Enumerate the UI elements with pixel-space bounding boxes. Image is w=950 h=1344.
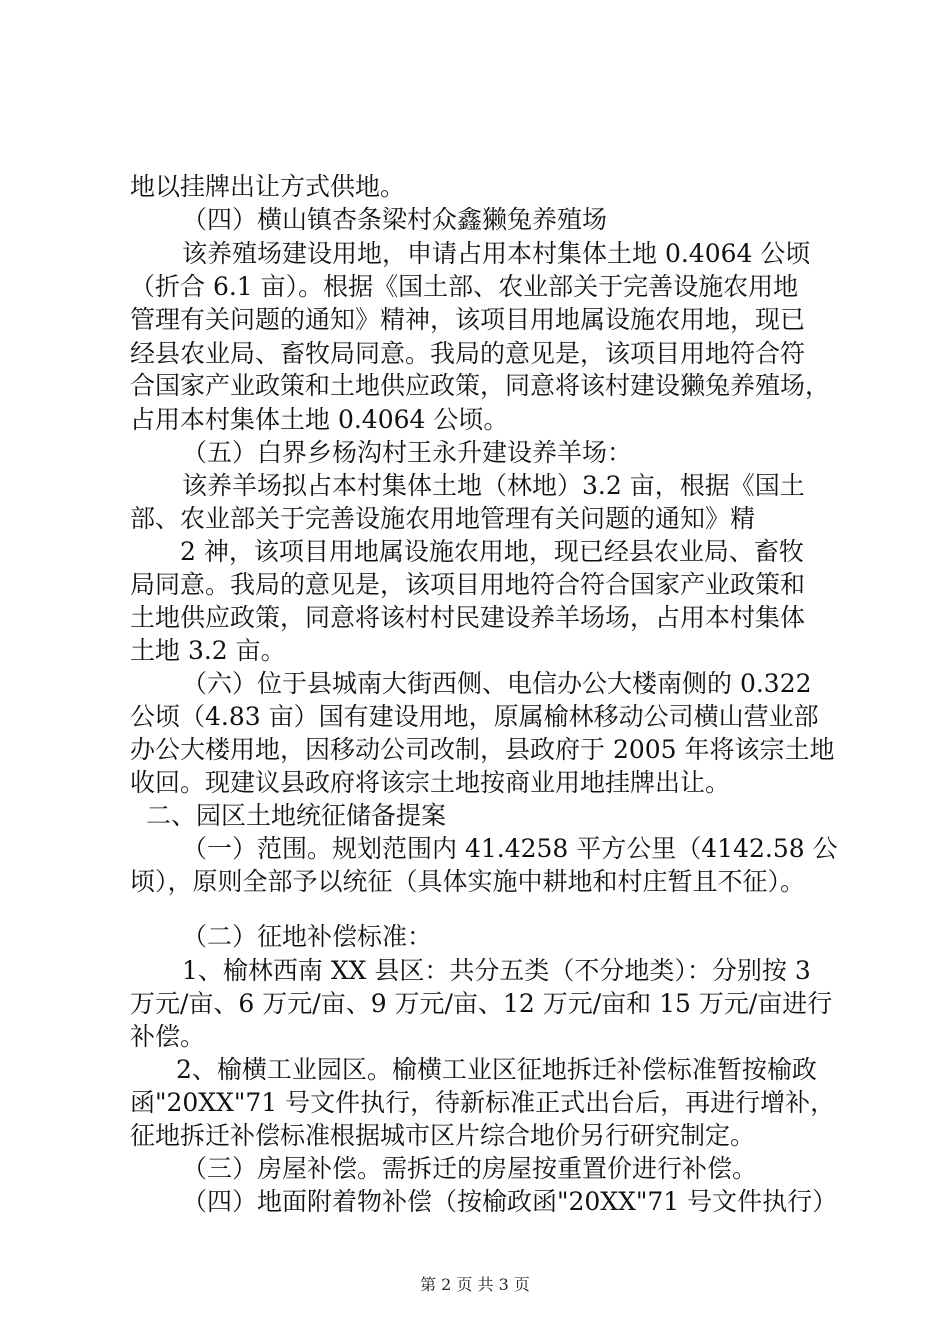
- text-line: 函"20XX"71 号文件执行，待新标准正式出台后，再进行增补，: [130, 1088, 836, 1117]
- text-line: 该养羊场拟占本村集体土地（林地）3.2 亩，根据《国土: [182, 471, 805, 500]
- text-line: 土地 3.2 亩。: [130, 636, 286, 665]
- text-line: 办公大楼用地，因移动公司改制，县政府于 2005 年将该宗土地: [130, 735, 835, 764]
- text-line: 补偿。: [130, 1022, 206, 1051]
- section-heading: （六）位于县城南大街西侧、电信办公大楼南侧的 0.322: [182, 669, 812, 698]
- text-line: 1、榆林西南 XX 县区：共分五类（不分地类）：分别按 3: [182, 956, 811, 985]
- page-number: 第 2 页 共 3 页: [420, 1275, 530, 1294]
- section-heading: （三）房屋补偿。需拆迁的房屋按重置价进行补偿。: [182, 1154, 758, 1183]
- text-line: 局同意。我局的意见是，该项目用地符合符合国家产业政策和: [130, 570, 806, 599]
- text-line: 2、榆横工业园区。榆横工业区征地拆迁补偿标准暂按榆政: [176, 1055, 817, 1084]
- text-line: 土地供应政策，同意将该村村民建设养羊场场，占用本村集体: [130, 603, 806, 632]
- text-line: 公顷（4.83 亩）国有建设用地，原属榆林移动公司横山营业部: [130, 702, 819, 731]
- text-line: （折合 6.1 亩）。根据《国土部、农业部关于完善设施农用地: [130, 272, 799, 301]
- text-line: 顷），原则全部予以统征（具体实施中耕地和村庄暂且不征）。: [130, 867, 806, 896]
- text-line: 经县农业局、畜牧局同意。我局的意见是，该项目用地符合符: [130, 339, 806, 368]
- section-heading: （二）征地补偿标准：: [182, 922, 433, 951]
- text-line: 合国家产业政策和土地供应政策，同意将该村建设獭兔养殖场，: [130, 371, 831, 400]
- text-line: 该养殖场建设用地，申请占用本村集体土地 0.4064 公顷: [182, 239, 811, 268]
- section-heading: （一）范围。规划范围内 41.4258 平方公里（4142.58 公: [182, 834, 838, 863]
- text-line: 管理有关问题的通知》精神，该项目用地属设施农用地，现已: [130, 305, 806, 334]
- text-line: 部、农业部关于完善设施农用地管理有关问题的通知》精: [130, 504, 756, 533]
- text-line: 收回。现建议县政府将该宗土地按商业用地挂牌出让。: [130, 768, 731, 797]
- section-heading: （四）地面附着物补偿（按榆政函"20XX"71 号文件执行）: [182, 1187, 838, 1216]
- text-line: 占用本村集体土地 0.4064 公顷。: [130, 405, 509, 434]
- text-line: 征地拆迁补偿标准根据城市区片综合地价另行研究制定。: [130, 1121, 756, 1150]
- text-line: 2 神，该项目用地属设施农用地，现已经县农业局、畜牧: [180, 537, 804, 566]
- text-line: 地以挂牌出让方式供地。: [130, 172, 406, 201]
- text-line: 万元/亩、6 万元/亩、9 万元/亩、12 万元/亩和 15 万元/亩进行: [130, 989, 833, 1018]
- section-heading: （五）白界乡杨沟村王永升建设养羊场：: [182, 438, 633, 467]
- chapter-heading: 二、园区土地统征储备提案: [146, 801, 447, 830]
- section-heading: （四）横山镇杏条梁村众鑫獭兔养殖场: [182, 205, 608, 234]
